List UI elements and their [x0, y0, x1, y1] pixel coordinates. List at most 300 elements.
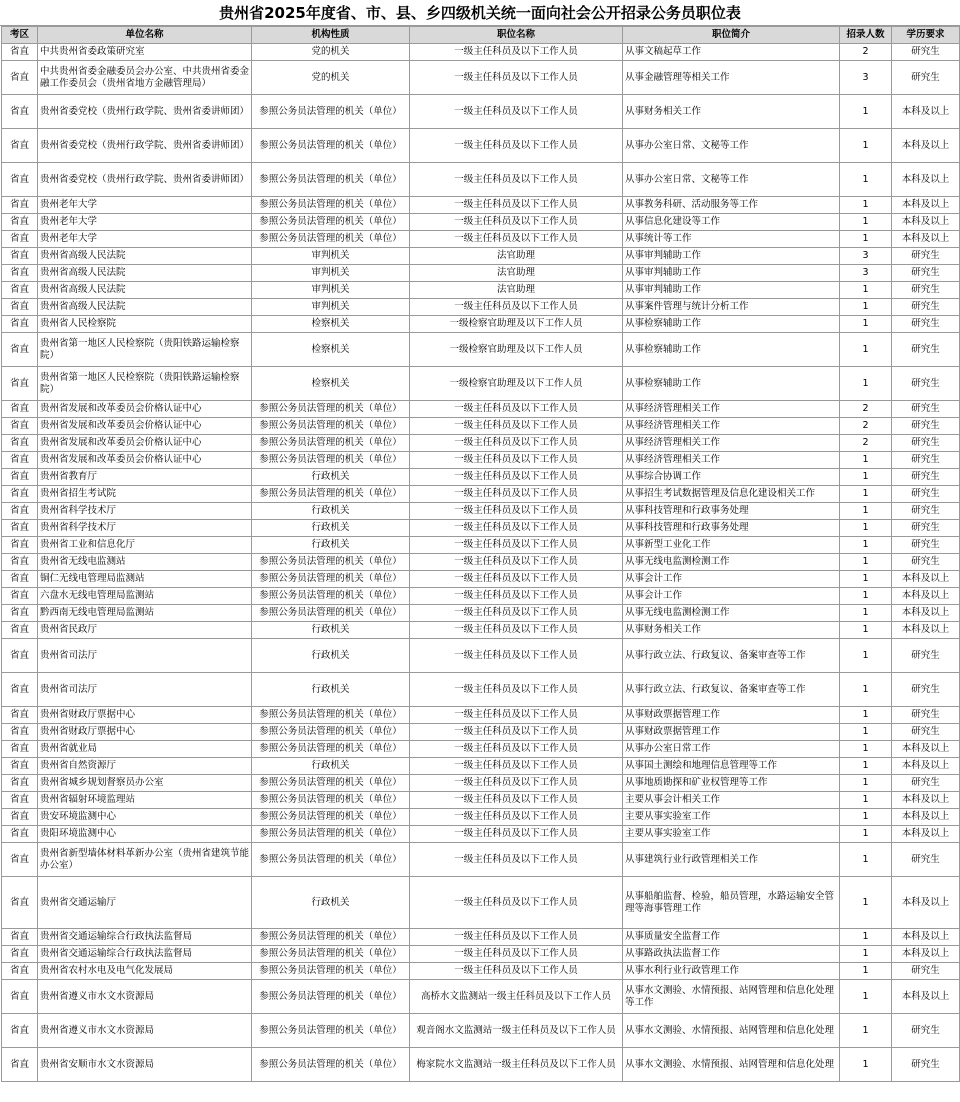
table-row	[2, 248, 960, 265]
table-cell: 从事办公室日常、文秘等工作	[623, 129, 840, 163]
table-cell: 从事水文测验、水情预报、站网管理和信息化处理等工作	[623, 980, 840, 1014]
table-cell: 从事国土测绘和地理信息管理等工作	[623, 758, 840, 775]
table-cell: 参照公务员法管理的机关（单位）	[252, 946, 410, 963]
table-cell: 贵阳环境监测中心	[38, 826, 252, 843]
table-cell: 从事行政立法、行政复议、备案审查等工作	[623, 673, 840, 707]
table-cell: 贵州省就业局	[38, 741, 252, 758]
table-cell: 一级主任科员及以下工作人员	[410, 197, 623, 214]
table-cell: 参照公务员法管理的机关（单位）	[252, 707, 410, 724]
table-row	[2, 95, 960, 129]
table-cell: 省直	[2, 163, 38, 197]
table-cell: 贵州省交通运输厅	[38, 877, 252, 929]
table-cell: 参照公务员法管理的机关（单位）	[252, 588, 410, 605]
table-cell: 贵州省委党校（贵州行政学院、贵州省委讲师团）	[38, 129, 252, 163]
table-cell: 一级主任科员及以下工作人员	[410, 792, 623, 809]
table-row	[2, 299, 960, 316]
table-cell: 省直	[2, 946, 38, 963]
table-cell: 参照公务员法管理的机关（单位）	[252, 571, 410, 588]
table-cell: 参照公务员法管理的机关（单位）	[252, 95, 410, 129]
table-cell: 1	[840, 282, 892, 299]
table-cell: 贵州老年大学	[38, 214, 252, 231]
table-cell: 1	[840, 1048, 892, 1082]
table-cell: 本科及以上	[892, 980, 960, 1014]
table-cell: 参照公务员法管理的机关（单位）	[252, 809, 410, 826]
table-cell: 一级主任科员及以下工作人员	[410, 95, 623, 129]
table-cell: 从事经济管理相关工作	[623, 401, 840, 418]
table-cell: 3	[840, 61, 892, 95]
table-cell: 研究生	[892, 401, 960, 418]
table-row	[2, 775, 960, 792]
table-cell: 研究生	[892, 554, 960, 571]
table-cell: 主要从事实验室工作	[623, 809, 840, 826]
table-cell: 本科及以上	[892, 622, 960, 639]
table-cell: 从事办公室日常工作	[623, 741, 840, 758]
table-row	[2, 435, 960, 452]
table-cell: 1	[840, 197, 892, 214]
table-row	[2, 963, 960, 980]
table-cell: 参照公务员法管理的机关（单位）	[252, 605, 410, 622]
table-cell: 贵州省农村水电及电气化发展局	[38, 963, 252, 980]
table-cell: 参照公务员法管理的机关（单位）	[252, 418, 410, 435]
table-cell: 省直	[2, 503, 38, 520]
table-cell: 1	[840, 537, 892, 554]
table-cell: 从事水文测验、水情预报、站网管理和信息化处理	[623, 1048, 840, 1082]
table-cell: 从事文稿起草工作	[623, 44, 840, 61]
table-cell: 行政机关	[252, 503, 410, 520]
table-cell: 省直	[2, 197, 38, 214]
table-cell: 本科及以上	[892, 605, 960, 622]
table-cell: 行政机关	[252, 469, 410, 486]
table-cell: 研究生	[892, 503, 960, 520]
table-cell: 观音阁水文监测站一级主任科员及以下工作人员	[410, 1014, 623, 1048]
table-cell: 参照公务员法管理的机关（单位）	[252, 980, 410, 1014]
table-cell: 省直	[2, 299, 38, 316]
table-cell: 1	[840, 231, 892, 248]
table-cell: 省直	[2, 826, 38, 843]
table-cell: 参照公务员法管理的机关（单位）	[252, 963, 410, 980]
header-cell: 考区	[2, 27, 38, 44]
table-cell: 行政机关	[252, 877, 410, 929]
table-row	[2, 316, 960, 333]
table-cell: 贵州省新型墙体材料革新办公室（贵州省建筑节能办公室）	[38, 843, 252, 877]
table-cell: 1	[840, 588, 892, 605]
table-cell: 省直	[2, 809, 38, 826]
table-row	[2, 792, 960, 809]
table-cell: 1	[840, 129, 892, 163]
table-cell: 一级主任科员及以下工作人员	[410, 963, 623, 980]
table-cell: 贵州省科学技术厅	[38, 520, 252, 537]
table-cell: 从事案件管理与统计分析工作	[623, 299, 840, 316]
table-cell: 从事行政立法、行政复议、备案审查等工作	[623, 639, 840, 673]
table-cell: 2	[840, 418, 892, 435]
table-cell: 本科及以上	[892, 809, 960, 826]
table-cell: 从事招生考试数据管理及信息化建设相关工作	[623, 486, 840, 503]
table-cell: 1	[840, 333, 892, 367]
table-cell: 主要从事会计相关工作	[623, 792, 840, 809]
table-cell: 一级主任科员及以下工作人员	[410, 503, 623, 520]
table-cell: 法官助理	[410, 248, 623, 265]
header-cell: 职位名称	[410, 27, 623, 44]
table-cell: 贵州省高级人民法院	[38, 282, 252, 299]
table-cell: 1	[840, 758, 892, 775]
table-cell: 中共贵州省委政策研究室	[38, 44, 252, 61]
table-cell: 参照公务员法管理的机关（单位）	[252, 1048, 410, 1082]
table-cell: 本科及以上	[892, 95, 960, 129]
table-cell: 从事质量安全监督工作	[623, 929, 840, 946]
table-cell: 检察机关	[252, 367, 410, 401]
table-cell: 1	[840, 469, 892, 486]
table-cell: 贵州省交通运输综合行政执法监督局	[38, 929, 252, 946]
table-cell: 研究生	[892, 418, 960, 435]
table-cell: 省直	[2, 639, 38, 673]
table-cell: 1	[840, 452, 892, 469]
table-cell: 1	[840, 95, 892, 129]
table-cell: 1	[840, 792, 892, 809]
table-cell: 省直	[2, 282, 38, 299]
table-cell: 贵州老年大学	[38, 197, 252, 214]
table-cell: 审判机关	[252, 265, 410, 282]
table-cell: 本科及以上	[892, 758, 960, 775]
table-row	[2, 537, 960, 554]
table-row	[2, 622, 960, 639]
table-row	[2, 401, 960, 418]
table-cell: 参照公务员法管理的机关（单位）	[252, 554, 410, 571]
table-row	[2, 758, 960, 775]
table-cell: 省直	[2, 367, 38, 401]
table-cell: 省直	[2, 95, 38, 129]
table-cell: 参照公务员法管理的机关（单位）	[252, 741, 410, 758]
table-cell: 参照公务员法管理的机关（单位）	[252, 129, 410, 163]
table-cell: 从事水文测验、水情预报、站网管理和信息化处理	[623, 1014, 840, 1048]
table-cell: 研究生	[892, 282, 960, 299]
table-cell: 贵州省发展和改革委员会价格认证中心	[38, 401, 252, 418]
table-row	[2, 809, 960, 826]
table-cell: 省直	[2, 265, 38, 282]
table-cell: 贵州省发展和改革委员会价格认证中心	[38, 435, 252, 452]
table-cell: 研究生	[892, 299, 960, 316]
table-cell: 研究生	[892, 724, 960, 741]
table-cell: 一级主任科员及以下工作人员	[410, 741, 623, 758]
table-cell: 1	[840, 622, 892, 639]
table-cell: 从事路政执法监督工作	[623, 946, 840, 963]
table-row	[2, 741, 960, 758]
table-row	[2, 418, 960, 435]
table-cell: 从事审判辅助工作	[623, 265, 840, 282]
table-cell: 黔西南无线电管理局监测站	[38, 605, 252, 622]
table-cell: 省直	[2, 929, 38, 946]
table-cell: 省直	[2, 877, 38, 929]
table-cell: 参照公务员法管理的机关（单位）	[252, 792, 410, 809]
table-cell: 从事审判辅助工作	[623, 248, 840, 265]
table-cell: 1	[840, 673, 892, 707]
table-cell: 从事建筑行业行政管理相关工作	[623, 843, 840, 877]
table-cell: 本科及以上	[892, 129, 960, 163]
table-cell: 研究生	[892, 963, 960, 980]
table-cell: 1	[840, 775, 892, 792]
table-cell: 从事无线电监测检测工作	[623, 554, 840, 571]
table-cell: 省直	[2, 61, 38, 95]
table-cell: 贵州省辐射环境监理站	[38, 792, 252, 809]
table-cell: 参照公务员法管理的机关（单位）	[252, 231, 410, 248]
table-header-row	[2, 27, 960, 44]
table-cell: 1	[840, 520, 892, 537]
table-cell: 贵州省高级人民法院	[38, 248, 252, 265]
table-cell: 贵州省发展和改革委员会价格认证中心	[38, 418, 252, 435]
table-cell: 1	[840, 316, 892, 333]
table-cell: 省直	[2, 44, 38, 61]
table-cell: 1	[840, 214, 892, 231]
table-cell: 研究生	[892, 639, 960, 673]
table-cell: 省直	[2, 588, 38, 605]
table-cell: 一级主任科员及以下工作人员	[410, 486, 623, 503]
table-cell: 高桥水文监测站一级主任科员及以下工作人员	[410, 980, 623, 1014]
table-row	[2, 1048, 960, 1082]
table-row	[2, 486, 960, 503]
table-cell: 1	[840, 163, 892, 197]
table-cell: 贵州省工业和信息化厅	[38, 537, 252, 554]
table-cell: 1	[840, 826, 892, 843]
table-row	[2, 333, 960, 367]
table-cell: 从事科技管理和行政事务处理	[623, 520, 840, 537]
table-cell: 参照公务员法管理的机关（单位）	[252, 435, 410, 452]
table-cell: 审判机关	[252, 299, 410, 316]
table-cell: 一级主任科员及以下工作人员	[410, 61, 623, 95]
table-cell: 一级主任科员及以下工作人员	[410, 588, 623, 605]
table-cell: 铜仁无线电管理局监测站	[38, 571, 252, 588]
table-row	[2, 877, 960, 929]
table-cell: 研究生	[892, 44, 960, 61]
table-cell: 本科及以上	[892, 946, 960, 963]
table-cell: 1	[840, 571, 892, 588]
table-cell: 研究生	[892, 333, 960, 367]
table-cell: 一级主任科员及以下工作人员	[410, 826, 623, 843]
table-cell: 省直	[2, 537, 38, 554]
table-cell: 3	[840, 248, 892, 265]
table-cell: 研究生	[892, 520, 960, 537]
table-cell: 从事船舶监督、检验，船员管理，水路运输安全管理等海事管理工作	[623, 877, 840, 929]
table-cell: 贵州省财政厅票据中心	[38, 724, 252, 741]
table-cell: 一级检察官助理及以下工作人员	[410, 367, 623, 401]
table-cell: 一级主任科员及以下工作人员	[410, 843, 623, 877]
table-cell: 贵州省财政厅票据中心	[38, 707, 252, 724]
table-row	[2, 503, 960, 520]
table-cell: 本科及以上	[892, 929, 960, 946]
table-cell: 参照公务员法管理的机关（单位）	[252, 197, 410, 214]
table-cell: 贵州省教育厅	[38, 469, 252, 486]
table-row	[2, 520, 960, 537]
table-cell: 一级主任科员及以下工作人员	[410, 44, 623, 61]
table-cell: 省直	[2, 963, 38, 980]
table-cell: 从事经济管理相关工作	[623, 418, 840, 435]
table-cell: 1	[840, 963, 892, 980]
table-cell: 从事金融管理等相关工作	[623, 61, 840, 95]
table-cell: 研究生	[892, 452, 960, 469]
table-cell: 1	[840, 367, 892, 401]
table-row	[2, 588, 960, 605]
table-cell: 2	[840, 401, 892, 418]
table-cell: 1	[840, 299, 892, 316]
table-cell: 从事会计工作	[623, 588, 840, 605]
table-row	[2, 673, 960, 707]
table-cell: 一级主任科员及以下工作人员	[410, 605, 623, 622]
table-cell: 研究生	[892, 367, 960, 401]
table-cell: 行政机关	[252, 520, 410, 537]
table-cell: 参照公务员法管理的机关（单位）	[252, 452, 410, 469]
table-cell: 1	[840, 707, 892, 724]
table-cell: 法官助理	[410, 265, 623, 282]
table-cell: 贵州省科学技术厅	[38, 503, 252, 520]
table-cell: 1	[840, 843, 892, 877]
table-cell: 一级检察官助理及以下工作人员	[410, 316, 623, 333]
table-cell: 从事水利行业行政管理工作	[623, 963, 840, 980]
table-cell: 研究生	[892, 316, 960, 333]
table-cell: 一级主任科员及以下工作人员	[410, 622, 623, 639]
table-cell: 贵州省自然资源厅	[38, 758, 252, 775]
table-cell: 1	[840, 877, 892, 929]
table-cell: 省直	[2, 452, 38, 469]
table-row	[2, 197, 960, 214]
table-cell: 省直	[2, 792, 38, 809]
table-cell: 省直	[2, 758, 38, 775]
table-row	[2, 929, 960, 946]
table-cell: 贵州省高级人民法院	[38, 299, 252, 316]
table-cell: 省直	[2, 605, 38, 622]
table-cell: 省直	[2, 571, 38, 588]
table-cell: 本科及以上	[892, 214, 960, 231]
table-cell: 一级主任科员及以下工作人员	[410, 418, 623, 435]
table-cell: 省直	[2, 1048, 38, 1082]
table-cell: 参照公务员法管理的机关（单位）	[252, 163, 410, 197]
table-cell: 从事信息化建设等工作	[623, 214, 840, 231]
table-cell: 一级检察官助理及以下工作人员	[410, 333, 623, 367]
table-cell: 一级主任科员及以下工作人员	[410, 571, 623, 588]
table-cell: 梅家院水文监测站一级主任科员及以下工作人员	[410, 1048, 623, 1082]
table-cell: 一级主任科员及以下工作人员	[410, 537, 623, 554]
table-cell: 省直	[2, 707, 38, 724]
table-cell: 本科及以上	[892, 826, 960, 843]
table-cell: 省直	[2, 741, 38, 758]
table-cell: 一级主任科员及以下工作人员	[410, 435, 623, 452]
table-row	[2, 639, 960, 673]
table-row	[2, 129, 960, 163]
table-row	[2, 282, 960, 299]
table-cell: 行政机关	[252, 758, 410, 775]
table-cell: 党的机关	[252, 61, 410, 95]
table-cell: 从事会计工作	[623, 571, 840, 588]
table-cell: 本科及以上	[892, 792, 960, 809]
table-cell: 参照公务员法管理的机关（单位）	[252, 843, 410, 877]
table-cell: 1	[840, 605, 892, 622]
table-cell: 省直	[2, 486, 38, 503]
table-row	[2, 265, 960, 282]
table-cell: 省直	[2, 333, 38, 367]
table-cell: 主要从事实验室工作	[623, 826, 840, 843]
table-cell: 研究生	[892, 1014, 960, 1048]
table-cell: 省直	[2, 248, 38, 265]
header-cell: 学历要求	[892, 27, 960, 44]
table-cell: 贵州省第一地区人民检察院（贵阳铁路运输检察院）	[38, 333, 252, 367]
table-cell: 一级主任科员及以下工作人员	[410, 809, 623, 826]
table-cell: 省直	[2, 469, 38, 486]
table-cell: 一级主任科员及以下工作人员	[410, 520, 623, 537]
table-cell: 研究生	[892, 673, 960, 707]
table-cell: 一级主任科员及以下工作人员	[410, 929, 623, 946]
table-cell: 行政机关	[252, 537, 410, 554]
table-cell: 贵州省城乡规划督察员办公室	[38, 775, 252, 792]
table-row	[2, 946, 960, 963]
table-cell: 1	[840, 946, 892, 963]
positions-table	[1, 26, 960, 1082]
table-cell: 贵州省交通运输综合行政执法监督局	[38, 946, 252, 963]
table-cell: 省直	[2, 1014, 38, 1048]
table-row	[2, 826, 960, 843]
table-cell: 参照公务员法管理的机关（单位）	[252, 929, 410, 946]
table-cell: 研究生	[892, 248, 960, 265]
table-cell: 从事地质勘探和矿业权管理等工作	[623, 775, 840, 792]
header-cell: 职位简介	[623, 27, 840, 44]
table-cell: 贵州省司法厅	[38, 639, 252, 673]
table-cell: 审判机关	[252, 248, 410, 265]
table-row	[2, 163, 960, 197]
table-cell: 一级主任科员及以下工作人员	[410, 469, 623, 486]
table-cell: 贵州省高级人民法院	[38, 265, 252, 282]
table-row	[2, 843, 960, 877]
table-cell: 一级主任科员及以下工作人员	[410, 231, 623, 248]
table-cell: 行政机关	[252, 673, 410, 707]
table-cell: 参照公务员法管理的机关（单位）	[252, 775, 410, 792]
table-cell: 参照公务员法管理的机关（单位）	[252, 214, 410, 231]
table-cell: 一级主任科员及以下工作人员	[410, 163, 623, 197]
table-cell: 1	[840, 554, 892, 571]
table-cell: 一级主任科员及以下工作人员	[410, 673, 623, 707]
table-cell: 研究生	[892, 537, 960, 554]
table-cell: 1	[840, 980, 892, 1014]
table-row	[2, 980, 960, 1014]
table-cell: 贵州省无线电监测站	[38, 554, 252, 571]
table-cell: 1	[840, 809, 892, 826]
table-cell: 本科及以上	[892, 741, 960, 758]
table-cell: 1	[840, 741, 892, 758]
table-cell: 省直	[2, 843, 38, 877]
table-cell: 贵州省遵义市水文水资源局	[38, 1014, 252, 1048]
table-cell: 贵州省委党校（贵州行政学院、贵州省委讲师团）	[38, 163, 252, 197]
table-cell: 贵州省安顺市水文水资源局	[38, 1048, 252, 1082]
table-cell: 贵州省发展和改革委员会价格认证中心	[38, 452, 252, 469]
table-cell: 1	[840, 486, 892, 503]
table-cell: 从事综合协调工作	[623, 469, 840, 486]
table-row	[2, 452, 960, 469]
table-row	[2, 367, 960, 401]
table-cell: 研究生	[892, 1048, 960, 1082]
table-cell: 从事财政票据管理工作	[623, 724, 840, 741]
table-cell: 贵州省民政厅	[38, 622, 252, 639]
table-cell: 检察机关	[252, 316, 410, 333]
table-cell: 从事财务相关工作	[623, 622, 840, 639]
table-cell: 从事财政票据管理工作	[623, 707, 840, 724]
table-cell: 本科及以上	[892, 588, 960, 605]
table-cell: 研究生	[892, 486, 960, 503]
table-cell: 研究生	[892, 61, 960, 95]
table-cell: 1	[840, 639, 892, 673]
table-cell: 中共贵州省委金融委员会办公室、中共贵州省委金融工作委员会（贵州省地方金融管理局）	[38, 61, 252, 95]
page-title: 贵州省2025年度省、市、县、乡四级机关统一面向社会公开招录公务员职位表	[0, 0, 960, 26]
table-cell: 省直	[2, 520, 38, 537]
table-cell: 从事审判辅助工作	[623, 282, 840, 299]
table-cell: 一级主任科员及以下工作人员	[410, 554, 623, 571]
table-cell: 1	[840, 1014, 892, 1048]
header-cell: 机构性质	[252, 27, 410, 44]
table-cell: 本科及以上	[892, 571, 960, 588]
